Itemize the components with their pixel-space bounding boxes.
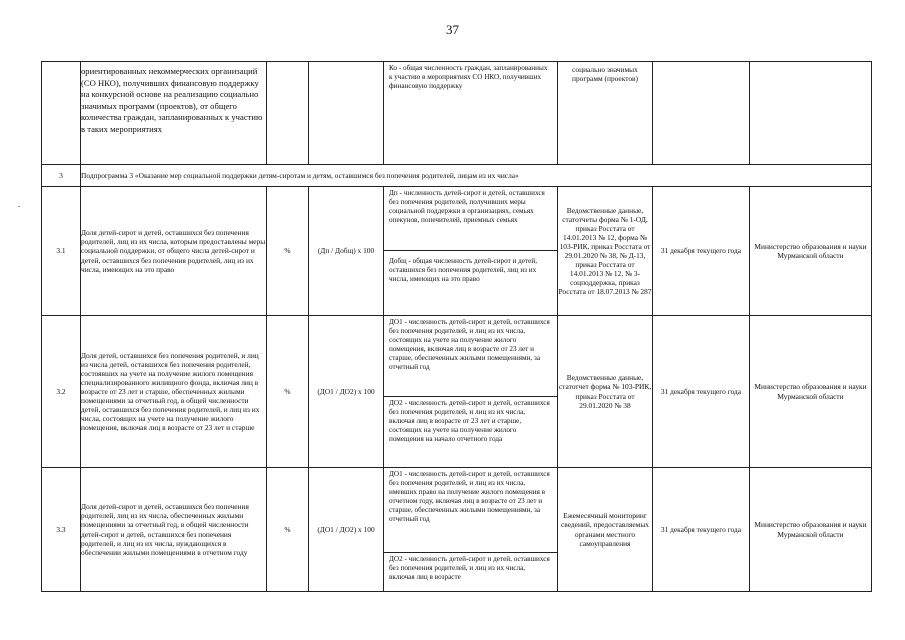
indicator-name: Доля детей-сирот и детей, оставшихся без попечения родителей, лиц из их числа, обеспеченных жилыми помещениями за отчетный год, в общей численности детей-сирот и детей, оставшихся без попечения родителей, и лиц из их числа, нуждающихся в обеспечении жилыми помещениями в отчетном году bbox=[81, 468, 267, 592]
unit-cell: % bbox=[267, 316, 309, 468]
date-cell: 31 декабря текущего года bbox=[653, 468, 750, 592]
indicator-name: Доля детей, оставшихся без попечения родителей, и лиц из числа детей, оставшихся без попечения родителей, состоявших на учете на получение жилого помещения специализированного жилищного фонда, включая лиц в возрасте от 23 лет и старше, обеспеченных жилыми помещениями за отчетный год, в общей численности детей, оставшихся без попечения родителей, и лиц из их числа, состоящих на учете на получение жилого помещения, включая лиц в возрасте от 23 лет и старше bbox=[81, 316, 267, 468]
responsible-cell: Министерство образования и науки Мурманской области bbox=[750, 187, 872, 316]
components-cell bbox=[384, 62, 558, 165]
source-cell: Ежемесячный мониторинг сведений, предоставляемых органами местного самоуправления bbox=[558, 468, 653, 592]
date-cell: 31 декабря текущего года bbox=[653, 316, 750, 468]
table-row bbox=[42, 316, 872, 468]
source-cell: Ведомственные данные, статотчеты форма № 1-ОД, приказ Росстата от 14.01.2013 № 12, форма № 103-РИК, приказ Росстата от 29.01.2020 № 38, № Д-13, приказ Росстата от 14.01.2013 № 12, № 3-соцподдержка, приказ Росстата от 18.07.2013 № 287 bbox=[558, 187, 653, 316]
table-row bbox=[42, 468, 872, 592]
source-cell: социально значимых программ (проектов) bbox=[558, 62, 653, 165]
date-cell bbox=[653, 62, 750, 165]
indicators-table bbox=[41, 61, 872, 592]
component-text: ДО1 - численность детей-сирот и детей, оставшихся без попечения родителей, и лиц из их числа, состоящих на учете на получение жилого помещения, включая лиц в возрасте от 23 лет и старше, обеспеченных жилыми помещениями, за отчетный год bbox=[389, 318, 550, 371]
component-text: Дп - численность детей-сирот и детей, оставшихся без попечения родителей, получивших меры социальной поддержки в организациях, семьях опекунов, попечителей, приемных семьях bbox=[389, 189, 545, 224]
components-cell bbox=[384, 316, 558, 468]
component-text: ДО2 - численность детей-сирот и детей, оставшихся без попечения родителей, и лиц из их числа, включая лиц в возрасте от 23 лет и старше, состоящих на учете на получение жилого помещения на начало отчетного года bbox=[384, 396, 557, 467]
component-text: Ко - общая численность граждан, запланированных к участию в мероприятиях СО НКО, получивших финансовую поддержку bbox=[389, 64, 548, 90]
margin-mark bbox=[18, 206, 20, 207]
subprogram-row bbox=[42, 165, 872, 187]
indicator-name: ориентированных некоммерческих организаций (СО НКО), получивших финансовую поддержку на конкурсной основе на реализацию социально значимых программ (проектов), от общего количества граждан, запланированных к участию в таких мероприятиях bbox=[81, 62, 267, 165]
formula-cell: (Дп / Добщ) х 100 bbox=[309, 187, 384, 316]
component-text: ДО2 - численность детей-сирот и детей, оставшихся без попечения родителей, и лиц из их числа, включая лиц в возрасте bbox=[384, 552, 557, 591]
table-row-continuation bbox=[42, 62, 872, 165]
page-number: 37 bbox=[446, 22, 459, 37]
formula-cell: (ДО1 / ДО2) х 100 bbox=[309, 468, 384, 592]
formula-cell: (ДО1 / ДО2) х 100 bbox=[309, 316, 384, 468]
responsible-cell: Министерство образования и науки Мурманской области bbox=[750, 468, 872, 592]
indicator-name: Доля детей-сирот и детей, оставшихся без попечения родителей, лиц из их числа, которым предоставлены меры социальной поддержки, от общего числа детей-сирот и детей, оставшихся без попечения родителей, лиц из их числа, имеющих на это право bbox=[81, 187, 267, 316]
component-text: ДО1 - численность детей-сирот и детей, оставшихся без попечения родителей, и лиц из их числа, имевших право на получение жилого помещения в отчетном году, включая лиц в возрасте от 23 лет и старше, обеспеченных жилыми помещениями, за отчетный год bbox=[389, 470, 550, 523]
row-number-cell bbox=[42, 62, 81, 165]
row-number: 3.3 bbox=[42, 468, 81, 592]
row-number: 3.2 bbox=[42, 316, 81, 468]
component-text: Добщ - общая численность детей-сирот и детей, оставшихся без попечения родителей, лиц из их числа, имеющих на это право bbox=[384, 250, 557, 315]
responsible-cell bbox=[750, 62, 872, 165]
row-number: 3.1 bbox=[42, 187, 81, 316]
unit-cell bbox=[267, 62, 309, 165]
responsible-cell: Министерство образования и науки Мурманской области bbox=[750, 316, 872, 468]
unit-cell: % bbox=[267, 187, 309, 316]
components-cell bbox=[384, 187, 558, 316]
subprogram-number: 3 bbox=[42, 165, 81, 187]
components-cell bbox=[384, 468, 558, 592]
formula-cell bbox=[309, 62, 384, 165]
table-row bbox=[42, 187, 872, 316]
unit-cell: % bbox=[267, 468, 309, 592]
date-cell: 31 декабря текущего года bbox=[653, 187, 750, 316]
subprogram-title: Подпрограмма 3 «Оказание мер социальной поддержки детям-сиротам и детям, оставшимся без попечения родителей, лицам из их числа» bbox=[81, 165, 872, 187]
source-cell: Ведомственные данные, статотчет форма № 103-РИК, приказ Росстата от 29.01.2020 № 38 bbox=[558, 316, 653, 468]
